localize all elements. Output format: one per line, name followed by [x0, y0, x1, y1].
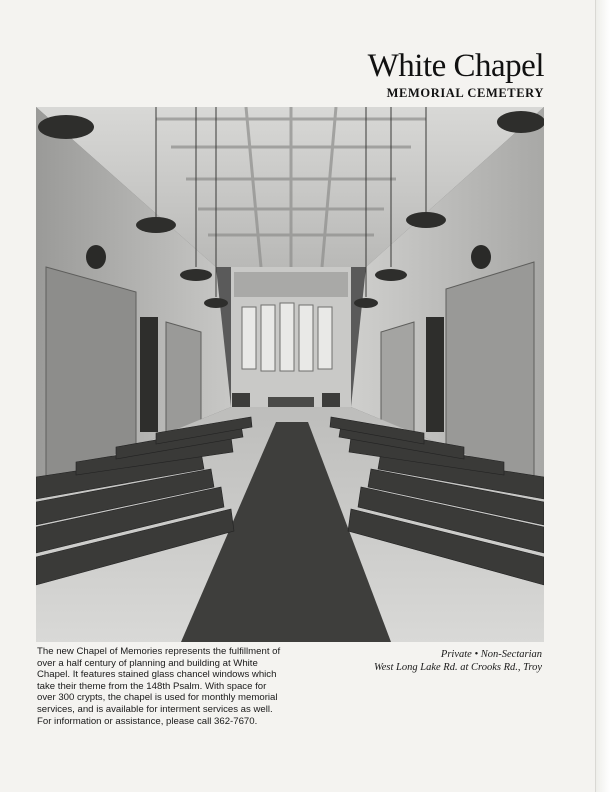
page-title: White Chapel — [367, 48, 544, 84]
chapel-info — [374, 648, 542, 674]
page-subtitle: MEMORIAL CEMETERY — [386, 86, 544, 100]
chapel-photo — [36, 107, 544, 642]
page-edge — [595, 0, 610, 792]
info-line-address: West Long Lake Rd. at Crooks Rd., Troy — [373, 662, 542, 673]
caption-text: The new Chapel of Memories represents the fulfillment of over a half century of planning and building at White Chapel. It features stained glass chancel windows which take their theme from the 148th Psalm. With space for over 300 crypts, the chapel is used for monthly memorial services, and is available for interment services as well. For information or assistance, please call 362-7670. — [37, 646, 281, 727]
info-line-private: Private • Non-Sectarian — [440, 649, 542, 660]
